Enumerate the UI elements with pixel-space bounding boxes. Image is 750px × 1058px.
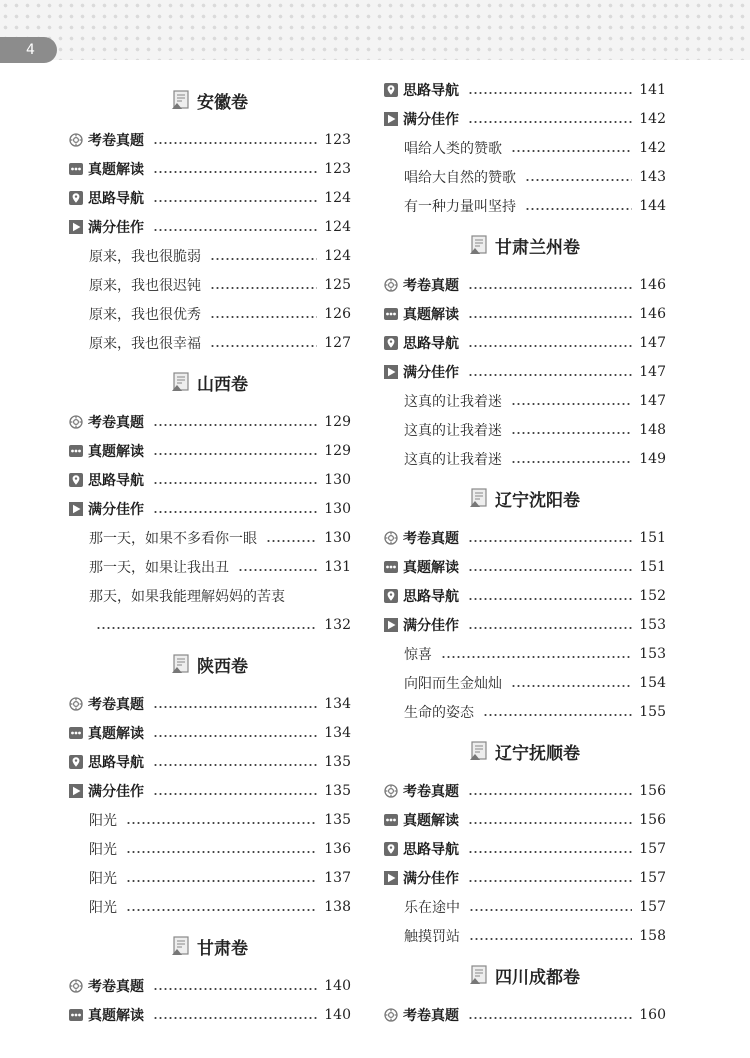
dot-leader xyxy=(468,278,632,292)
page-ref: 146 xyxy=(639,276,666,293)
toc-entry-row[interactable] xyxy=(69,523,351,552)
toc-left-column xyxy=(69,75,351,1029)
toc-category-row[interactable] xyxy=(69,212,351,241)
dot-leader xyxy=(153,502,317,516)
toc-entry-row[interactable] xyxy=(384,697,666,726)
dot-leader xyxy=(153,220,317,234)
entry-label: 考卷真题 xyxy=(88,978,144,995)
play-icon xyxy=(384,871,398,885)
document-icon xyxy=(172,936,190,956)
dot-leader xyxy=(468,83,632,97)
dot-leader xyxy=(468,336,632,350)
dot-leader xyxy=(441,647,632,661)
entry-label: 原来，我也很脆弱 xyxy=(89,248,201,265)
page-ref: 131 xyxy=(324,558,351,575)
dot-leader xyxy=(153,415,317,429)
entry-label: 原来，我也很幸福 xyxy=(89,335,201,352)
page-ref: 151 xyxy=(639,529,666,546)
page-ref: 152 xyxy=(639,587,666,604)
entry-label: 原来，我也很优秀 xyxy=(89,306,201,323)
toc-entry-row[interactable] xyxy=(384,444,666,473)
location-pin-icon xyxy=(384,842,398,856)
page-ref: 138 xyxy=(324,898,351,915)
dot-leader xyxy=(126,813,317,827)
entry-label: 生命的姿态 xyxy=(404,704,474,721)
toc-entry-row[interactable] xyxy=(69,241,351,270)
toc-entry-row[interactable] xyxy=(384,191,666,220)
page-ref: 125 xyxy=(324,276,351,293)
dot-leader xyxy=(469,900,632,914)
page-ref: 137 xyxy=(324,869,351,886)
target-icon xyxy=(69,697,83,711)
dot-leader xyxy=(153,191,317,205)
play-icon xyxy=(69,502,83,516)
toc-category-row[interactable] xyxy=(384,299,666,328)
toc-category-row[interactable] xyxy=(384,610,666,639)
entry-label: 真题解读 xyxy=(88,443,144,460)
toc-category-row[interactable] xyxy=(69,747,351,776)
page-ref: 124 xyxy=(324,247,351,264)
page-ref: 130 xyxy=(324,471,351,488)
dots-icon xyxy=(69,444,83,458)
entry-label: 阳光 xyxy=(89,899,117,916)
document-icon xyxy=(470,965,488,985)
toc-entry-row[interactable] xyxy=(384,639,666,668)
entry-label: 满分佳作 xyxy=(403,870,459,887)
toc-category-row[interactable] xyxy=(69,1000,351,1029)
section-title: 陕西卷 xyxy=(197,656,248,677)
toc-entry-row[interactable] xyxy=(384,133,666,162)
toc-category-row[interactable] xyxy=(69,494,351,523)
toc-category-row[interactable] xyxy=(69,154,351,183)
entry-label: 这真的让我着迷 xyxy=(404,451,502,468)
toc-category-row[interactable] xyxy=(384,834,666,863)
toc-entry-row[interactable] xyxy=(69,299,351,328)
page-ref: 147 xyxy=(639,334,666,351)
dot-leader xyxy=(210,307,317,321)
page-ref: 157 xyxy=(639,840,666,857)
dot-leader xyxy=(468,560,632,574)
dot-leader xyxy=(525,170,632,184)
dot-leader xyxy=(468,365,632,379)
entry-label: 这真的让我着迷 xyxy=(404,422,502,439)
page-ref: 124 xyxy=(324,218,351,235)
page-ref: 126 xyxy=(324,305,351,322)
entry-label: 真题解读 xyxy=(88,1007,144,1024)
section-heading xyxy=(69,75,351,125)
section-heading xyxy=(69,357,351,407)
entry-label: 满分佳作 xyxy=(88,783,144,800)
entry-label: 考卷真题 xyxy=(88,132,144,149)
section-title: 安徽卷 xyxy=(197,92,248,113)
document-icon xyxy=(470,235,488,255)
dot-leader xyxy=(210,336,317,350)
entry-label: 那天，如果我能理解妈妈的苦衷 xyxy=(89,588,285,605)
dots-icon xyxy=(69,1008,83,1022)
dot-leader xyxy=(126,871,317,885)
section-heading xyxy=(384,950,666,1000)
toc-entry-row[interactable] xyxy=(69,805,351,834)
toc-category-row[interactable] xyxy=(384,552,666,581)
page-ref: 156 xyxy=(639,782,666,799)
dot-leader xyxy=(153,444,317,458)
entry-label: 考卷真题 xyxy=(403,530,459,547)
page-ref: 142 xyxy=(639,110,666,127)
target-icon xyxy=(384,278,398,292)
entry-label: 考卷真题 xyxy=(88,696,144,713)
toc-category-row[interactable] xyxy=(69,718,351,747)
dot-leader xyxy=(511,423,632,437)
dots-icon xyxy=(384,813,398,827)
page-ref: 153 xyxy=(639,616,666,633)
toc-category-row[interactable] xyxy=(384,863,666,892)
section-title: 辽宁沈阳卷 xyxy=(495,490,580,511)
page-ref: 156 xyxy=(639,811,666,828)
page-ref: 127 xyxy=(324,334,351,351)
entry-label: 满分佳作 xyxy=(403,617,459,634)
toc-entry-row[interactable] xyxy=(384,162,666,191)
dot-leader xyxy=(468,813,632,827)
dot-leader xyxy=(468,1008,632,1022)
entry-label: 考卷真题 xyxy=(403,783,459,800)
dot-leader xyxy=(525,199,632,213)
page-ref: 140 xyxy=(324,977,351,994)
dot-leader xyxy=(511,141,632,155)
page-number: 4 xyxy=(26,42,35,58)
page-ref: 134 xyxy=(324,695,351,712)
header-dot-band xyxy=(0,0,750,60)
dot-leader xyxy=(153,1008,317,1022)
dot-leader xyxy=(153,784,317,798)
entry-label: 阳光 xyxy=(89,812,117,829)
page-ref: 123 xyxy=(324,160,351,177)
entry-label: 真题解读 xyxy=(88,725,144,742)
page-ref: 149 xyxy=(639,450,666,467)
toc-entry-row[interactable] xyxy=(384,386,666,415)
section-title: 甘肃兰州卷 xyxy=(495,237,580,258)
dots-icon xyxy=(384,560,398,574)
page-ref: 144 xyxy=(639,197,666,214)
entry-label: 真题解读 xyxy=(403,306,459,323)
section-title: 四川成都卷 xyxy=(495,967,580,988)
dot-leader xyxy=(468,784,632,798)
entry-label: 思路导航 xyxy=(88,190,144,207)
toc-entry-row[interactable] xyxy=(384,921,666,950)
entry-label: 阳光 xyxy=(89,870,117,887)
toc-category-row[interactable] xyxy=(69,436,351,465)
toc-category-row[interactable] xyxy=(69,971,351,1000)
toc-entry-row[interactable] xyxy=(69,834,351,863)
play-icon xyxy=(384,365,398,379)
dot-leader xyxy=(210,249,317,263)
entry-label: 思路导航 xyxy=(403,841,459,858)
target-icon xyxy=(384,784,398,798)
dot-leader xyxy=(126,842,317,856)
dot-leader xyxy=(511,676,632,690)
toc-entry-row[interactable] xyxy=(384,892,666,921)
page-ref: 135 xyxy=(324,782,351,799)
document-icon xyxy=(172,372,190,392)
entry-label: 思路导航 xyxy=(403,588,459,605)
dot-leader xyxy=(153,133,317,147)
page-ref: 123 xyxy=(324,131,351,148)
entry-label: 满分佳作 xyxy=(403,111,459,128)
page-ref: 146 xyxy=(639,305,666,322)
document-icon xyxy=(470,488,488,508)
page-ref: 155 xyxy=(639,703,666,720)
entry-label: 思路导航 xyxy=(403,82,459,99)
page-ref: 151 xyxy=(639,558,666,575)
entry-label: 原来，我也很迟钝 xyxy=(89,277,201,294)
page-ref: 141 xyxy=(639,81,666,98)
entry-label: 乐在途中 xyxy=(404,899,460,916)
page-ref: 153 xyxy=(639,645,666,662)
dot-leader xyxy=(483,705,632,719)
page-ref: 132 xyxy=(324,616,351,633)
toc-entry-row[interactable] xyxy=(69,863,351,892)
entry-label: 考卷真题 xyxy=(88,414,144,431)
dots-icon xyxy=(69,726,83,740)
target-icon xyxy=(69,415,83,429)
entry-label: 触摸罚站 xyxy=(404,928,460,945)
entry-label: 阳光 xyxy=(89,841,117,858)
toc-right-column xyxy=(384,75,666,1029)
toc-category-row[interactable] xyxy=(69,689,351,718)
entry-label: 有一种力量叫坚持 xyxy=(404,198,516,215)
page-ref: 147 xyxy=(639,392,666,409)
dot-leader xyxy=(469,929,632,943)
entry-label: 唱给人类的赞歌 xyxy=(404,140,502,157)
page-ref: 147 xyxy=(639,363,666,380)
dot-leader xyxy=(468,871,632,885)
entry-label: 向阳而生金灿灿 xyxy=(404,675,502,692)
section-heading xyxy=(384,726,666,776)
page-ref: 154 xyxy=(639,674,666,691)
toc-entry-continuation[interactable] xyxy=(69,610,351,639)
dot-leader xyxy=(153,473,317,487)
toc-entry-row[interactable] xyxy=(69,552,351,581)
document-icon xyxy=(470,741,488,761)
page-ref: 129 xyxy=(324,442,351,459)
toc-entry-row[interactable] xyxy=(69,270,351,299)
page-ref: 143 xyxy=(639,168,666,185)
entry-label: 真题解读 xyxy=(88,161,144,178)
toc-entry-row[interactable] xyxy=(384,668,666,697)
play-icon xyxy=(69,220,83,234)
section-heading xyxy=(69,639,351,689)
location-pin-icon xyxy=(384,336,398,350)
dot-leader xyxy=(153,726,317,740)
toc-category-row[interactable] xyxy=(384,75,666,104)
entry-label: 考卷真题 xyxy=(403,1007,459,1024)
entry-label: 满分佳作 xyxy=(88,219,144,236)
entry-label: 这真的让我着迷 xyxy=(404,393,502,410)
section-heading xyxy=(69,921,351,971)
toc-category-row[interactable] xyxy=(69,183,351,212)
target-icon xyxy=(384,531,398,545)
toc-entry-row[interactable] xyxy=(384,415,666,444)
entry-label: 满分佳作 xyxy=(403,364,459,381)
entry-label: 唱给大自然的赞歌 xyxy=(404,169,516,186)
page-ref: 124 xyxy=(324,189,351,206)
play-icon xyxy=(69,784,83,798)
dot-leader xyxy=(238,560,317,574)
toc-category-row[interactable] xyxy=(69,125,351,154)
target-icon xyxy=(69,979,83,993)
entry-label: 真题解读 xyxy=(403,559,459,576)
page-number-tab xyxy=(0,37,57,63)
entry-label: 思路导航 xyxy=(88,472,144,489)
location-pin-icon xyxy=(69,755,83,769)
dot-leader xyxy=(468,531,632,545)
dot-leader xyxy=(468,112,632,126)
location-pin-icon xyxy=(384,589,398,603)
page-ref: 135 xyxy=(324,811,351,828)
location-pin-icon xyxy=(69,473,83,487)
toc-category-row[interactable] xyxy=(384,357,666,386)
page-ref: 158 xyxy=(639,927,666,944)
toc-category-row[interactable] xyxy=(384,523,666,552)
target-icon xyxy=(384,1008,398,1022)
dot-leader xyxy=(96,618,317,632)
page-ref: 142 xyxy=(639,139,666,156)
page-ref: 129 xyxy=(324,413,351,430)
page-ref: 136 xyxy=(324,840,351,857)
toc-entry-row[interactable] xyxy=(69,581,351,610)
document-icon xyxy=(172,654,190,674)
page-ref: 157 xyxy=(639,898,666,915)
entry-label: 满分佳作 xyxy=(88,501,144,518)
section-title: 辽宁抚顺卷 xyxy=(495,743,580,764)
dot-leader xyxy=(468,589,632,603)
entry-label: 那一天，如果不多看你一眼 xyxy=(89,530,257,547)
dot-leader xyxy=(210,278,317,292)
dot-leader xyxy=(153,162,317,176)
page-ref: 148 xyxy=(639,421,666,438)
dot-leader xyxy=(266,531,317,545)
page-ref: 130 xyxy=(324,500,351,517)
section-heading xyxy=(384,473,666,523)
page-ref: 130 xyxy=(324,529,351,546)
entry-label: 惊喜 xyxy=(404,646,432,663)
dot-leader xyxy=(468,842,632,856)
location-pin-icon xyxy=(69,191,83,205)
toc-category-row[interactable] xyxy=(384,104,666,133)
entry-label: 思路导航 xyxy=(88,754,144,771)
dot-leader xyxy=(153,755,317,769)
page-ref: 134 xyxy=(324,724,351,741)
toc-category-row[interactable] xyxy=(69,465,351,494)
toc-entry-row[interactable] xyxy=(69,328,351,357)
entry-label: 那一天，如果让我出丑 xyxy=(89,559,229,576)
dot-leader xyxy=(153,697,317,711)
toc-category-row[interactable] xyxy=(384,776,666,805)
dot-leader xyxy=(511,452,632,466)
page-ref: 140 xyxy=(324,1006,351,1023)
dot-leader xyxy=(468,307,632,321)
toc-category-row[interactable] xyxy=(384,805,666,834)
section-title: 山西卷 xyxy=(197,374,248,395)
page-ref: 160 xyxy=(639,1006,666,1023)
toc-entry-row[interactable] xyxy=(69,892,351,921)
entry-label: 思路导航 xyxy=(403,335,459,352)
entry-label: 真题解读 xyxy=(403,812,459,829)
dot-leader xyxy=(153,979,317,993)
toc-category-row[interactable] xyxy=(69,407,351,436)
section-title: 甘肃卷 xyxy=(197,938,248,959)
page-ref: 135 xyxy=(324,753,351,770)
toc-category-row[interactable] xyxy=(384,581,666,610)
dot-leader xyxy=(468,618,632,632)
toc-category-row[interactable] xyxy=(384,1000,666,1029)
location-pin-icon xyxy=(384,83,398,97)
dots-icon xyxy=(69,162,83,176)
section-heading xyxy=(384,220,666,270)
dots-icon xyxy=(384,307,398,321)
dot-leader xyxy=(126,900,317,914)
toc-category-row[interactable] xyxy=(384,328,666,357)
dot-leader xyxy=(511,394,632,408)
entry-label: 考卷真题 xyxy=(403,277,459,294)
document-icon xyxy=(172,90,190,110)
target-icon xyxy=(69,133,83,147)
toc-category-row[interactable] xyxy=(384,270,666,299)
play-icon xyxy=(384,618,398,632)
play-icon xyxy=(384,112,398,126)
toc-category-row[interactable] xyxy=(69,776,351,805)
page-ref: 157 xyxy=(639,869,666,886)
